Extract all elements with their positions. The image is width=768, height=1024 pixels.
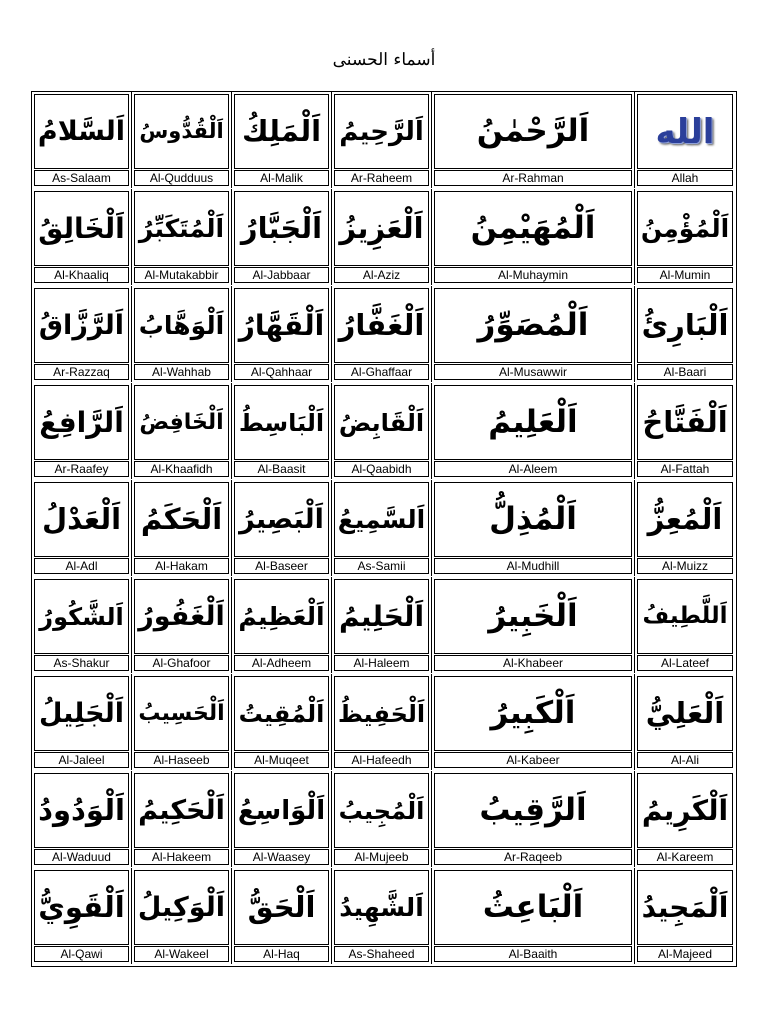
calligraphy-box [234,385,329,460]
calligraphy-box [34,773,129,848]
calligraphy-box [434,482,632,557]
transliteration-label: Al-Waasey [234,849,329,865]
transliteration-label: Al-Muqeet [234,752,329,768]
transliteration-label: Al-Haseeb [134,752,229,768]
transliteration-label: Al-Qahhaar [234,364,329,380]
calligraphy-box [334,385,429,460]
calligraphy-box [134,191,229,266]
transliteration-label: As-Salaam [34,170,129,186]
calligraphy-box [34,94,129,169]
transliteration-label: Al-Hakeem [134,849,229,865]
name-cell [132,92,232,188]
name-cell [232,480,332,576]
arabic-name: اَلْبَارِئُ [641,308,729,342]
arabic-name: اَلشَّهِيدُ [339,893,424,922]
arabic-name: اَلْوَكِيلُ [137,892,226,923]
grid-row [32,383,735,479]
name-cell [232,577,332,673]
calligraphy-box [134,870,229,945]
name-cell [635,480,735,576]
name-cell [635,286,735,382]
name-cell [132,383,232,479]
arabic-name: اَلرَّقِيبُ [479,792,587,828]
transliteration-label: Al-Khaaliq [34,267,129,283]
arabic-name: اَلْبَاعِثُ [482,889,584,925]
name-cell [32,771,132,867]
arabic-name: اَلْقُدُّوسُ [139,119,224,143]
transliteration-label: Ar-Raheem [334,170,429,186]
calligraphy-box [637,94,733,169]
calligraphy-box [334,870,429,945]
calligraphy-box [434,676,632,751]
name-cell [232,868,332,964]
calligraphy-box [134,579,229,654]
name-cell [635,868,735,964]
calligraphy-box [234,191,329,266]
arabic-name: اَلْمُقِيتُ [238,699,325,728]
transliteration-label: Al-Ghaffaar [334,364,429,380]
arabic-name: اَلْحَكَمُ [140,502,223,536]
grid-row [32,771,735,867]
name-cell [232,383,332,479]
arabic-name: اَلْمُذِلُّ [489,501,577,537]
grid-row [32,189,735,285]
name-cell [32,383,132,479]
transliteration-label: Ar-Rahman [434,170,632,186]
transliteration-label: Al-Haleem [334,655,429,671]
calligraphy-box [134,94,229,169]
grid-row [32,577,735,673]
calligraphy-box [434,385,632,460]
calligraphy-box [34,385,129,460]
calligraphy-box [234,773,329,848]
name-cell [32,577,132,673]
name-cell [332,286,432,382]
calligraphy-box [434,288,632,363]
arabic-name: اَلْبَصِيرُ [239,504,324,535]
name-cell [432,480,635,576]
transliteration-label: Al-Mujeeb [334,849,429,865]
transliteration-label: Al-Ghafoor [134,655,229,671]
grid-row [32,286,735,382]
name-cell [232,92,332,188]
arabic-name: اَلرَّزَّاقُ [38,310,125,341]
name-cell [332,771,432,867]
arabic-name: اَلْحَفِيظُ [337,699,426,728]
name-cell [132,868,232,964]
arabic-name: اَلشَّكُورُ [39,602,124,631]
transliteration-label: Al-Mudhill [434,558,632,574]
calligraphy-box [637,482,733,557]
arabic-name: اَلْعَلِيُّ [645,696,725,730]
name-cell [32,92,132,188]
calligraphy-box [234,482,329,557]
transliteration-label: Ar-Raafey [34,461,129,477]
name-cell [132,577,232,673]
name-cell [132,674,232,770]
transliteration-label: Al-Mumin [637,267,733,283]
transliteration-label: Al-Kabeer [434,752,632,768]
name-cell [432,189,635,285]
transliteration-label: Al-Baaith [434,946,632,962]
arabic-name: اَلْحَلِيمُ [338,599,425,633]
calligraphy-box [134,482,229,557]
arabic-name: اَلْكَبِيرُ [490,695,576,731]
transliteration-label: Al-Aleem [434,461,632,477]
calligraphy-box [234,676,329,751]
calligraphy-box [234,94,329,169]
arabic-name: اَلْغَفَّارُ [338,308,425,342]
calligraphy-box [637,579,733,654]
name-cell [32,868,132,964]
arabic-name: اَلْقَوِيُّ [38,890,125,924]
names-grid [31,91,737,967]
arabic-name: اَلسَّلامُ [37,116,126,147]
name-cell [32,480,132,576]
calligraphy-box [234,870,329,945]
arabic-name: اَلْعَظِيمُ [238,602,325,631]
arabic-name: اَلرَّافِعُ [39,405,124,439]
arabic-name: اَلْمَلِكُ [241,114,322,148]
arabic-name: اَلْغَفُورُ [138,601,225,632]
calligraphy-box [134,676,229,751]
calligraphy-box [334,94,429,169]
transliteration-label: Al-Hafeedh [334,752,429,768]
name-cell [32,674,132,770]
calligraphy-box [34,579,129,654]
name-cell [232,674,332,770]
transliteration-label: As-Samii [334,558,429,574]
name-cell [232,286,332,382]
arabic-name: اَلْعَلِيمُ [488,404,578,440]
transliteration-label: Al-Lateef [637,655,733,671]
calligraphy-box [134,385,229,460]
arabic-name: اَلْمَجِيدُ [641,890,729,924]
arabic-name: اَلْوَدُودُ [38,793,125,827]
name-cell [232,771,332,867]
calligraphy-box [434,870,632,945]
name-cell [332,383,432,479]
transliteration-label: Al-Muizz [637,558,733,574]
transliteration-label: Al-Malik [234,170,329,186]
arabic-name: اَلْبَاسِطُ [238,408,325,437]
name-cell [432,771,635,867]
page-title: أسماء الحسنى [332,50,436,70]
transliteration-label: Al-Khaafidh [134,461,229,477]
transliteration-label: Al-Ali [637,752,733,768]
calligraphy-box [334,676,429,751]
name-cell [132,480,232,576]
arabic-name: اَلْعَدْلُ [41,502,122,536]
calligraphy-box [637,773,733,848]
transliteration-label: Al-Wahhab [134,364,229,380]
arabic-name: اَلْجَبَّارُ [240,211,323,245]
transliteration-label: Al-Fattah [637,461,733,477]
transliteration-label: Al-Hakam [134,558,229,574]
calligraphy-box [434,94,632,169]
arabic-name: اَلْقَهَّارُ [238,308,325,342]
transliteration-label: Ar-Razzaq [34,364,129,380]
transliteration-label: Al-Baasit [234,461,329,477]
name-cell [432,383,635,479]
calligraphy-box [34,482,129,557]
name-cell [132,189,232,285]
transliteration-label: Al-Muhaymin [434,267,632,283]
arabic-name: اَلْحَكِيمُ [138,795,225,826]
transliteration-label: Al-Majeed [637,946,733,962]
transliteration-label: Al-Adheem [234,655,329,671]
transliteration-label: Al-Qudduus [134,170,229,186]
calligraphy-box [434,773,632,848]
transliteration-label: As-Shaheed [334,946,429,962]
transliteration-label: Al-Aziz [334,267,429,283]
name-cell [332,189,432,285]
name-cell [432,577,635,673]
arabic-name: اَلْجَلِيلُ [39,698,124,729]
name-cell [432,868,635,964]
arabic-name: اَلْوَاسِعُ [237,795,326,826]
calligraphy-box [134,288,229,363]
transliteration-label: Allah [637,170,733,186]
name-cell [332,674,432,770]
arabic-name: اَلْمُؤْمِنُ [640,214,730,243]
transliteration-label: As-Shakur [34,655,129,671]
grid-row [32,92,735,188]
name-cell [332,868,432,964]
grid-row [32,868,735,964]
calligraphy-box [34,676,129,751]
calligraphy-box [334,191,429,266]
grid-row [32,480,735,576]
arabic-name: اَلسَّمِيعُ [337,505,426,534]
arabic-name: اَلْخَبِيرُ [488,598,578,634]
calligraphy-box [234,288,329,363]
transliteration-label: Al-Baari [637,364,733,380]
arabic-name: اَلْمُهَيْمِنُ [470,210,596,246]
arabic-name: اَلْمُصَوِّرُ [477,307,589,343]
name-cell [635,577,735,673]
name-cell [332,92,432,188]
transliteration-label: Al-Baseer [234,558,329,574]
name-cell [232,189,332,285]
name-cell [635,189,735,285]
transliteration-label: Al-Wakeel [134,946,229,962]
transliteration-label: Ar-Raqeeb [434,849,632,865]
name-cell [635,674,735,770]
arabic-name: الله [655,111,715,152]
calligraphy-box [434,191,632,266]
arabic-name: اَلْوَهَّابُ [138,311,225,340]
grid-row [32,674,735,770]
arabic-name: اَللَّطِيفُ [642,603,728,629]
arabic-name: اَلْخَالِقُ [38,211,125,245]
transliteration-label: Al-Jabbaar [234,267,329,283]
transliteration-label: Al-Mutakabbir [134,267,229,283]
transliteration-label: Al-Musawwir [434,364,632,380]
arabic-name: اَلْخَافِضُ [139,409,224,435]
calligraphy-box [34,191,129,266]
arabic-name: اَلْحَقُّ [247,890,316,924]
arabic-name: اَلْعَزِيزُ [339,211,424,245]
name-cell [432,674,635,770]
arabic-name: اَلْمُتَكَبِّرُ [138,214,225,243]
calligraphy-box [434,579,632,654]
name-cell [32,286,132,382]
calligraphy-box [637,870,733,945]
arabic-name: اَلْكَرِيمُ [641,793,729,827]
calligraphy-box [334,579,429,654]
arabic-name: اَلْحَسِيبُ [138,700,225,726]
calligraphy-box [637,385,733,460]
calligraphy-box [334,482,429,557]
arabic-name: اَلْمُجِيبُ [338,796,425,825]
calligraphy-box [334,773,429,848]
transliteration-label: Al-Adl [34,558,129,574]
calligraphy-box [637,676,733,751]
name-cell [332,480,432,576]
name-cell [635,771,735,867]
calligraphy-box [134,773,229,848]
transliteration-label: Al-Qaabidh [334,461,429,477]
name-cell [635,383,735,479]
calligraphy-box [34,870,129,945]
name-cell [132,771,232,867]
transliteration-label: Al-Haq [234,946,329,962]
arabic-name: اَلْمُعِزُّ [647,502,723,536]
transliteration-label: Al-Jaleel [34,752,129,768]
arabic-name: اَلرَّحْمٰنُ [476,113,590,149]
arabic-name: اَلْقَابِضُ [338,408,425,437]
transliteration-label: Al-Khabeer [434,655,632,671]
name-cell [432,92,635,188]
transliteration-label: Al-Waduud [34,849,129,865]
name-cell [32,189,132,285]
arabic-name: اَلرَّحِيمُ [339,116,424,147]
calligraphy-box [334,288,429,363]
name-cell [332,577,432,673]
calligraphy-box [34,288,129,363]
name-cell [132,286,232,382]
name-cell [635,92,735,188]
calligraphy-box [637,288,733,363]
calligraphy-box [234,579,329,654]
calligraphy-box [637,191,733,266]
arabic-name: اَلْفَتَّاحُ [642,405,728,439]
name-cell [432,286,635,382]
transliteration-label: Al-Kareem [637,849,733,865]
transliteration-label: Al-Qawi [34,946,129,962]
